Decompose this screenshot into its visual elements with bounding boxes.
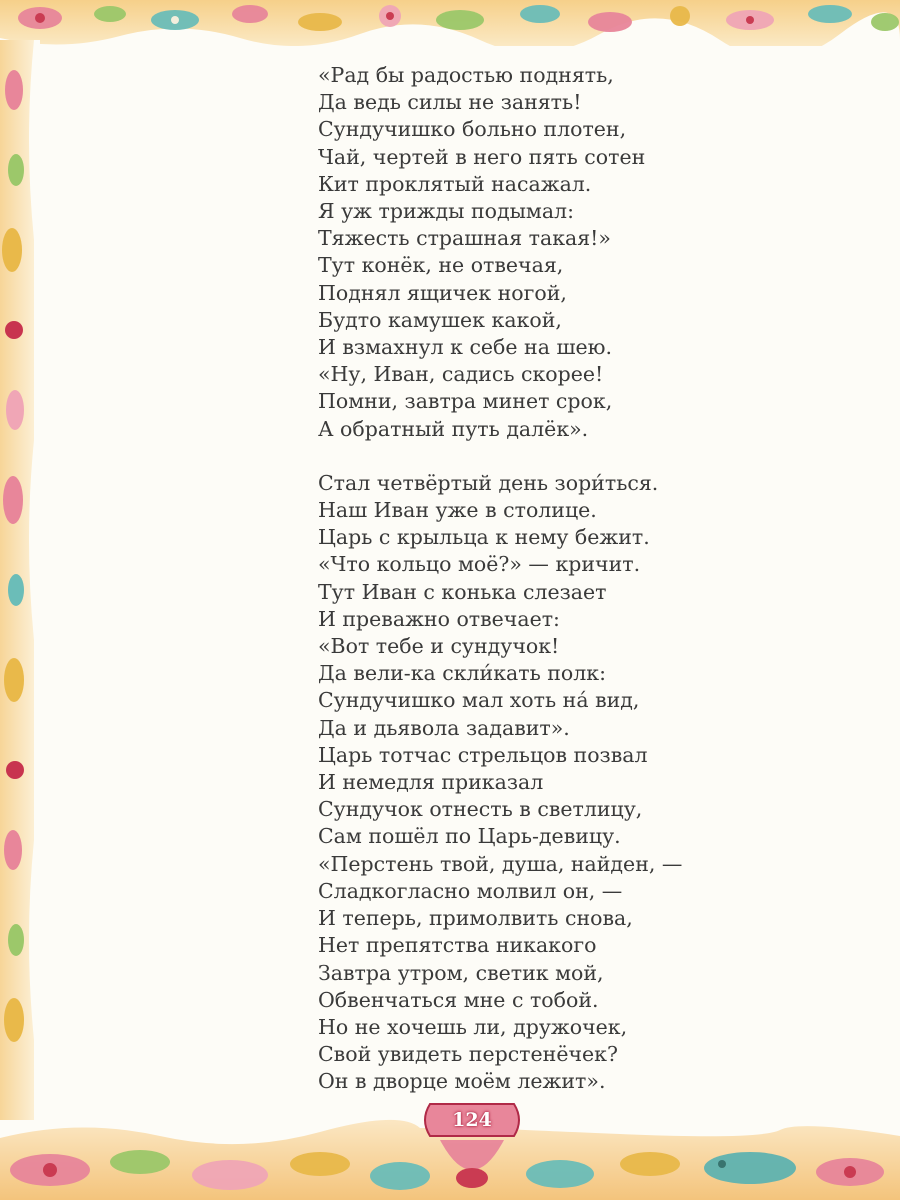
poem-line: Сам пошёл по Царь-девицу. — [318, 824, 621, 849]
poem-line: Поднял ящичек ногой, — [318, 280, 567, 305]
poem-line: «Что кольцо моё?» — кричит. — [318, 552, 641, 577]
poem-line: Царь тотчас стрельцов позвал — [318, 742, 648, 767]
poem-line: И немедля приказал — [318, 770, 544, 795]
poem-text — [318, 62, 738, 1096]
poem-stanza-2 — [318, 470, 738, 1096]
poem-line: Да вели-ка скли́кать полк: — [318, 661, 607, 686]
poem-line: Нет препятства никакого — [318, 933, 597, 958]
poem-line: Сундучишко мал хоть на́ вид, — [318, 688, 640, 713]
poem-line: Обвенчаться мне с тобой. — [318, 987, 599, 1012]
poem-stanza-1 — [318, 62, 738, 443]
poem-line: Чай, чертей в него пять сотен — [318, 144, 646, 169]
poem-line: Наш Иван уже в столице. — [318, 498, 597, 523]
poem-line: Я уж трижды подымал: — [318, 199, 574, 224]
poem-line: «Ну, Иван, садись скорее! — [318, 362, 604, 387]
poem-line: И преважно отвечает: — [318, 606, 560, 631]
poem-line: Сладкогласно молвил он, — — [318, 878, 623, 903]
poem-line: Помни, завтра минет срок, — [318, 389, 613, 414]
poem-line: Сундучишко больно плотен, — [318, 117, 627, 142]
poem-line: Он в дворце моём лежит». — [318, 1069, 606, 1094]
poem-line: Сундучок отнесть в светлицу, — [318, 797, 643, 822]
poem-line: Царь с крыльца к нему бежит. — [318, 525, 650, 550]
poem-line: Будто камушек какой, — [318, 307, 562, 332]
top-border — [0, 0, 900, 59]
poem-line: Да и дьявола задавит». — [318, 715, 570, 740]
poem-line: Завтра утром, светик мой, — [318, 960, 604, 985]
poem-line: «Перстень твой, душа, найден, — — [318, 851, 683, 876]
left-border — [0, 40, 40, 1123]
poem-line: Кит проклятый насажал. — [318, 171, 592, 196]
poem-line: А обратный путь далёк». — [318, 416, 589, 441]
poem-line: «Рад бы радостью поднять, — [318, 63, 614, 87]
poem-line: «Вот тебе и сундучок! — [318, 634, 560, 659]
poem-line: Тяжесть страшная такая!» — [318, 226, 611, 251]
poem-line: Да ведь силы не занять! — [318, 90, 582, 115]
poem-line: И теперь, примолвить снова, — [318, 906, 633, 931]
poem-line: И взмахнул к себе на шею. — [318, 335, 612, 360]
poem-line: Стал четвёртый день зори́ться. — [318, 470, 659, 495]
page-number: 124 — [452, 1109, 492, 1131]
poem-line: Тут Иван с конька слезает — [318, 579, 607, 604]
poem-line: Тут конёк, не отвечая, — [318, 253, 564, 278]
poem-line: Но не хочешь ли, дружочек, — [318, 1014, 628, 1039]
poem-line: Свой увидеть перстенёчек? — [318, 1042, 618, 1067]
